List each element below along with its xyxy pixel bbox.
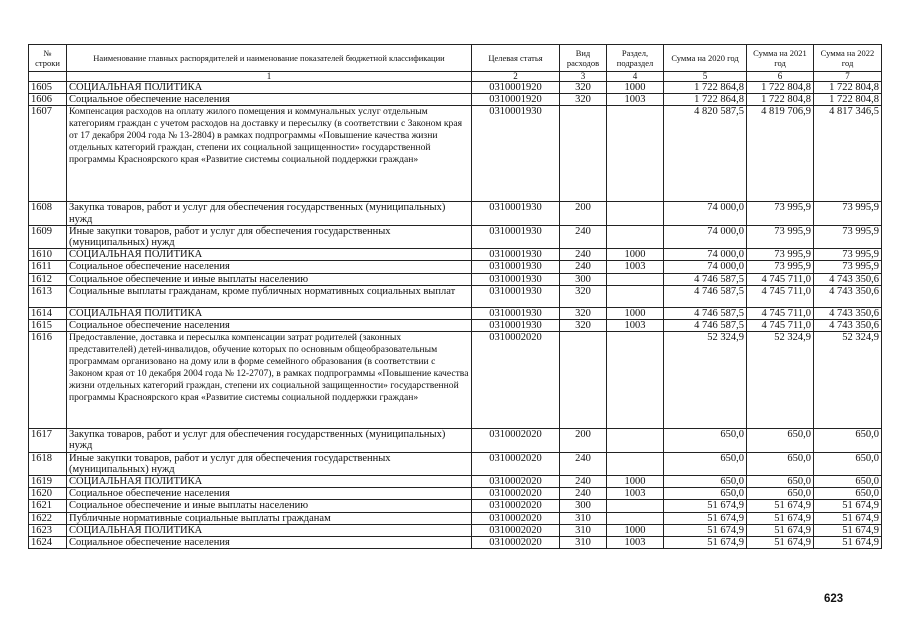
sum-2022-cell: 73 995,9	[814, 202, 882, 225]
column-number: 4	[607, 72, 664, 82]
expense-type-cell: 240	[560, 225, 607, 248]
sum-2021-cell: 52 324,9	[747, 332, 814, 429]
name-cell: Закупка товаров, работ и услуг для обеспечения государственных (муниципальных) нужд	[67, 202, 472, 225]
sum-2020-cell: 4 746 587,5	[664, 273, 747, 285]
section-cell: 1003	[607, 261, 664, 273]
expense-type-cell: 320	[560, 307, 607, 319]
row-number-cell: 1605	[29, 82, 67, 94]
name-cell: Публичные нормативные социальные выплаты гражданам	[67, 512, 472, 524]
table-row	[29, 537, 882, 549]
header-sum-2021: Сумма на 2021 год	[747, 45, 814, 72]
target-article-cell: 0310002020	[472, 332, 560, 429]
header-target: Целевая статья	[472, 45, 560, 72]
sum-2020-cell: 52 324,9	[664, 332, 747, 429]
sum-2021-cell: 73 995,9	[747, 202, 814, 225]
column-numbers-row	[29, 72, 882, 82]
name-cell: Предоставление, доставка и пересылка компенсации затрат родителей (законных представителей) детей-инвалидов, обучение которых по основным общеобразовательным программам организовано на дому или в форме семейного образования (в соответствии с Законом края от 10 декабря 2004 года № 12-2707), в рамках подпрограммы «Повышение качества жизни отдельных категорий граждан, степени их социальной защищенности» государственной программы Красноярского края «Развитие системы социальной поддержки граждан»	[67, 332, 472, 429]
target-article-cell: 0310001930	[472, 285, 560, 307]
target-article-cell: 0310001920	[472, 94, 560, 106]
expense-type-cell: 320	[560, 285, 607, 307]
sum-2022-cell: 4 817 346,5	[814, 106, 882, 202]
sum-2020-cell: 74 000,0	[664, 202, 747, 225]
section-cell	[607, 273, 664, 285]
sum-2021-cell: 51 674,9	[747, 524, 814, 536]
name-cell: Иные закупки товаров, работ и услуг для обеспечения государственных (муниципальных) нужд	[67, 452, 472, 475]
name-cell: СОЦИАЛЬНАЯ ПОЛИТИКА	[67, 249, 472, 261]
expense-type-cell	[560, 332, 607, 429]
header-name: Наименование главных распорядителей и наименование показателей бюджетной классификации	[67, 45, 472, 72]
table-row	[29, 285, 882, 307]
section-cell	[607, 429, 664, 452]
sum-2021-cell: 650,0	[747, 476, 814, 488]
section-cell: 1003	[607, 488, 664, 500]
sum-2020-cell: 51 674,9	[664, 512, 747, 524]
row-number-cell: 1613	[29, 285, 67, 307]
table-row	[29, 261, 882, 273]
sum-2021-cell: 51 674,9	[747, 537, 814, 549]
section-cell: 1000	[607, 524, 664, 536]
row-number-cell: 1610	[29, 249, 67, 261]
sum-2021-cell: 4 819 706,9	[747, 106, 814, 202]
sum-2020-cell: 4 746 587,5	[664, 285, 747, 307]
name-cell: Социальное обеспечение населения	[67, 261, 472, 273]
sum-2021-cell: 51 674,9	[747, 500, 814, 512]
column-number: 3	[560, 72, 607, 82]
name-cell: Социальное обеспечение населения	[67, 537, 472, 549]
sum-2020-cell: 650,0	[664, 488, 747, 500]
sum-2020-cell: 51 674,9	[664, 500, 747, 512]
sum-2021-cell: 73 995,9	[747, 225, 814, 248]
row-number-cell: 1618	[29, 452, 67, 475]
target-article-cell: 0310001930	[472, 307, 560, 319]
budget-table-sheet	[28, 44, 881, 549]
section-cell: 1003	[607, 94, 664, 106]
expense-type-cell: 300	[560, 273, 607, 285]
row-number-cell: 1615	[29, 320, 67, 332]
section-cell	[607, 452, 664, 475]
target-article-cell: 0310001930	[472, 320, 560, 332]
target-article-cell: 0310001920	[472, 82, 560, 94]
target-article-cell: 0310001930	[472, 249, 560, 261]
row-number-cell: 1608	[29, 202, 67, 225]
column-number: 7	[814, 72, 882, 82]
budget-table	[28, 44, 882, 549]
name-cell: Иные закупки товаров, работ и услуг для обеспечения государственных (муниципальных) нужд	[67, 225, 472, 248]
sum-2021-cell: 51 674,9	[747, 512, 814, 524]
expense-type-cell: 310	[560, 524, 607, 536]
expense-type-cell: 240	[560, 476, 607, 488]
sum-2020-cell: 4 746 587,5	[664, 307, 747, 319]
expense-type-cell: 200	[560, 429, 607, 452]
column-number: 5	[664, 72, 747, 82]
sum-2021-cell: 73 995,9	[747, 261, 814, 273]
row-number-cell: 1623	[29, 524, 67, 536]
header-sum-2022: Сумма на 2022 год	[814, 45, 882, 72]
name-cell: Социальное обеспечение населения	[67, 94, 472, 106]
table-row	[29, 332, 882, 429]
sum-2021-cell: 73 995,9	[747, 249, 814, 261]
expense-type-cell: 320	[560, 82, 607, 94]
expense-type-cell: 300	[560, 500, 607, 512]
row-number-cell: 1607	[29, 106, 67, 202]
target-article-cell: 0310002020	[472, 500, 560, 512]
expense-type-cell: 200	[560, 202, 607, 225]
sum-2020-cell: 1 722 864,8	[664, 94, 747, 106]
target-article-cell: 0310002020	[472, 488, 560, 500]
section-cell	[607, 106, 664, 202]
row-number-cell: 1622	[29, 512, 67, 524]
sum-2022-cell: 4 743 350,6	[814, 285, 882, 307]
sum-2022-cell: 650,0	[814, 429, 882, 452]
row-number-cell: 1606	[29, 94, 67, 106]
table-row	[29, 249, 882, 261]
table-row	[29, 202, 882, 225]
target-article-cell: 0310001930	[472, 106, 560, 202]
sum-2022-cell: 1 722 804,8	[814, 82, 882, 94]
table-row	[29, 273, 882, 285]
target-article-cell: 0310001930	[472, 202, 560, 225]
sum-2020-cell: 74 000,0	[664, 225, 747, 248]
sum-2020-cell: 51 674,9	[664, 524, 747, 536]
sum-2021-cell: 650,0	[747, 429, 814, 452]
sum-2020-cell: 4 820 587,5	[664, 106, 747, 202]
name-cell: Социальное обеспечение и иные выплаты населению	[67, 500, 472, 512]
row-number-cell: 1624	[29, 537, 67, 549]
row-number-cell: 1619	[29, 476, 67, 488]
page-number: 623	[824, 593, 844, 605]
target-article-cell: 0310002020	[472, 476, 560, 488]
section-cell	[607, 332, 664, 429]
sum-2020-cell: 74 000,0	[664, 261, 747, 273]
table-row	[29, 452, 882, 475]
sum-2021-cell: 4 745 711,0	[747, 320, 814, 332]
name-cell: Социальное обеспечение и иные выплаты населению	[67, 273, 472, 285]
table-row	[29, 94, 882, 106]
column-number	[29, 72, 67, 82]
column-number: 6	[747, 72, 814, 82]
name-cell: Компенсация расходов на оплату жилого помещения и коммунальных услуг отдельным категориям граждан с учетом расходов на доставку и пересылку (в соответствии с Законом края от 17 декабря 2004 года № 13-2804) в рамках подпрограммы «Повышение качества жизни отдельных категорий граждан, степени их социальной защищенности» государственной программы Красноярского края «Развитие системы социальной поддержки граждан»	[67, 106, 472, 202]
sum-2022-cell: 4 743 350,6	[814, 320, 882, 332]
row-number-cell: 1612	[29, 273, 67, 285]
expense-type-cell	[560, 106, 607, 202]
section-cell	[607, 500, 664, 512]
target-article-cell: 0310002020	[472, 452, 560, 475]
table-row	[29, 320, 882, 332]
sum-2020-cell: 74 000,0	[664, 249, 747, 261]
row-number-cell: 1616	[29, 332, 67, 429]
expense-type-cell: 320	[560, 320, 607, 332]
name-cell: Социальные выплаты гражданам, кроме публичных нормативных социальных выплат	[67, 285, 472, 307]
row-number-cell: 1611	[29, 261, 67, 273]
expense-type-cell: 310	[560, 537, 607, 549]
sum-2021-cell: 4 745 711,0	[747, 285, 814, 307]
table-row	[29, 429, 882, 452]
section-cell: 1000	[607, 249, 664, 261]
name-cell: СОЦИАЛЬНАЯ ПОЛИТИКА	[67, 476, 472, 488]
row-number-cell: 1609	[29, 225, 67, 248]
expense-type-cell: 240	[560, 452, 607, 475]
sum-2022-cell: 650,0	[814, 452, 882, 475]
sum-2022-cell: 650,0	[814, 476, 882, 488]
header-section: Раздел, подраздел	[607, 45, 664, 72]
column-number: 2	[472, 72, 560, 82]
name-cell: СОЦИАЛЬНАЯ ПОЛИТИКА	[67, 82, 472, 94]
section-cell	[607, 285, 664, 307]
sum-2022-cell: 51 674,9	[814, 512, 882, 524]
expense-type-cell: 240	[560, 488, 607, 500]
row-number-cell: 1617	[29, 429, 67, 452]
sum-2022-cell: 51 674,9	[814, 500, 882, 512]
target-article-cell: 0310001930	[472, 225, 560, 248]
table-row	[29, 500, 882, 512]
sum-2022-cell: 51 674,9	[814, 524, 882, 536]
sum-2022-cell: 73 995,9	[814, 249, 882, 261]
target-article-cell: 0310002020	[472, 524, 560, 536]
sum-2020-cell: 51 674,9	[664, 537, 747, 549]
section-cell	[607, 512, 664, 524]
section-cell: 1000	[607, 476, 664, 488]
table-row	[29, 225, 882, 248]
sum-2022-cell: 73 995,9	[814, 225, 882, 248]
expense-type-cell: 240	[560, 261, 607, 273]
table-row	[29, 524, 882, 536]
sum-2021-cell: 4 745 711,0	[747, 307, 814, 319]
sum-2020-cell: 650,0	[664, 429, 747, 452]
name-cell: СОЦИАЛЬНАЯ ПОЛИТИКА	[67, 524, 472, 536]
section-cell: 1000	[607, 307, 664, 319]
header-row	[29, 45, 882, 72]
expense-type-cell: 310	[560, 512, 607, 524]
table-row	[29, 476, 882, 488]
name-cell: Социальное обеспечение населения	[67, 488, 472, 500]
sum-2021-cell: 1 722 804,8	[747, 82, 814, 94]
header-type: Вид расходов	[560, 45, 607, 72]
section-cell	[607, 202, 664, 225]
sum-2021-cell: 1 722 804,8	[747, 94, 814, 106]
name-cell: Закупка товаров, работ и услуг для обеспечения государственных (муниципальных) нужд	[67, 429, 472, 452]
sum-2021-cell: 650,0	[747, 452, 814, 475]
row-number-cell: 1621	[29, 500, 67, 512]
sum-2022-cell: 4 743 350,6	[814, 307, 882, 319]
sum-2022-cell: 73 995,9	[814, 261, 882, 273]
target-article-cell: 0310001930	[472, 261, 560, 273]
sum-2022-cell: 4 743 350,6	[814, 273, 882, 285]
header-row-no: № строки	[29, 45, 67, 72]
table-row	[29, 106, 882, 202]
section-cell: 1003	[607, 320, 664, 332]
sum-2020-cell: 650,0	[664, 452, 747, 475]
section-cell: 1003	[607, 537, 664, 549]
target-article-cell: 0310002020	[472, 512, 560, 524]
sum-2022-cell: 1 722 804,8	[814, 94, 882, 106]
target-article-cell: 0310002020	[472, 537, 560, 549]
row-number-cell: 1614	[29, 307, 67, 319]
sum-2021-cell: 4 745 711,0	[747, 273, 814, 285]
sum-2022-cell: 52 324,9	[814, 332, 882, 429]
target-article-cell: 0310002020	[472, 429, 560, 452]
table-row	[29, 488, 882, 500]
row-number-cell: 1620	[29, 488, 67, 500]
header-sum-2020: Сумма на 2020 год	[664, 45, 747, 72]
table-row	[29, 512, 882, 524]
sum-2020-cell: 4 746 587,5	[664, 320, 747, 332]
sum-2022-cell: 650,0	[814, 488, 882, 500]
table-row	[29, 307, 882, 319]
section-cell: 1000	[607, 82, 664, 94]
column-number: 1	[67, 72, 472, 82]
name-cell: СОЦИАЛЬНАЯ ПОЛИТИКА	[67, 307, 472, 319]
sum-2020-cell: 650,0	[664, 476, 747, 488]
sum-2022-cell: 51 674,9	[814, 537, 882, 549]
expense-type-cell: 320	[560, 94, 607, 106]
table-row	[29, 82, 882, 94]
sum-2020-cell: 1 722 864,8	[664, 82, 747, 94]
name-cell: Социальное обеспечение населения	[67, 320, 472, 332]
sum-2021-cell: 650,0	[747, 488, 814, 500]
expense-type-cell: 240	[560, 249, 607, 261]
section-cell	[607, 225, 664, 248]
target-article-cell: 0310001930	[472, 273, 560, 285]
